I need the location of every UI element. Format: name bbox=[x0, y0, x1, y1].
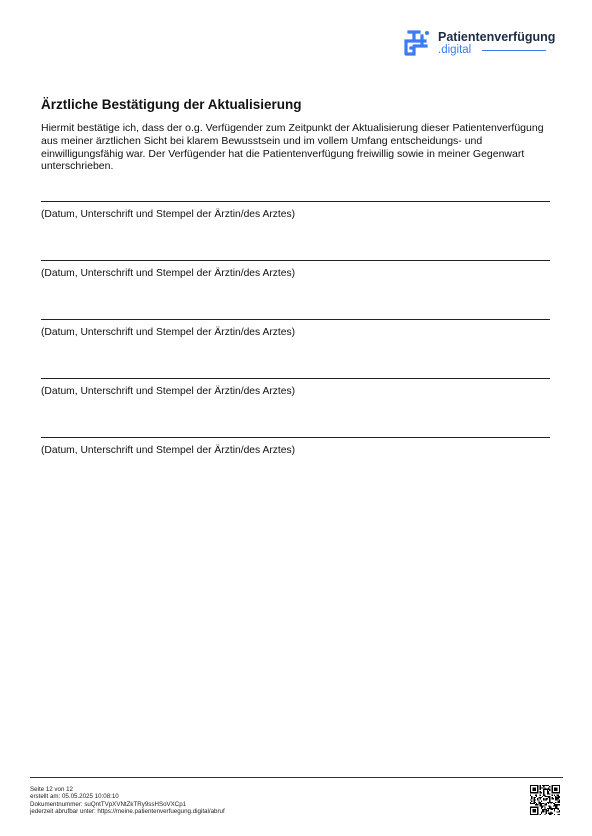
signature-line[interactable] bbox=[41, 319, 550, 320]
signature-line[interactable] bbox=[41, 201, 550, 202]
signature-caption: (Datum, Unterschrift und Stempel der Ärztin/des Arztes) bbox=[41, 268, 296, 279]
signature-line[interactable] bbox=[41, 260, 550, 261]
document-number: Dokumentnummer: suQntTVpXVNtZkTRy9ssHSoVXCp1 bbox=[30, 800, 187, 808]
logo-suffix: .digital bbox=[438, 44, 472, 56]
intro-paragraph: Hiermit bestätige ich, dass der o.g. Verfügender zum Zeitpunkt der Aktualisierung dieser Patientenverfügung aus meiner ärztlichen Sicht bei klarem Bewusstsein und im vollem Umfang entscheidungs- und einwilligungsfähig war. Der Verfügender hat die Patientenverfügung freiwillig sowie in meiner Gegenwart unterschrieben. bbox=[41, 122, 544, 173]
brand-logo bbox=[400, 26, 556, 62]
page-number: Seite 12 von 12 bbox=[30, 786, 74, 793]
signature-caption: (Datum, Unterschrift und Stempel der Ärztin/des Arztes) bbox=[41, 386, 296, 397]
footer-divider bbox=[30, 777, 563, 778]
retrieval-link[interactable]: jederzeit abrufbar unter: https://meine.patientenverfuegung.digital/abruf bbox=[30, 808, 225, 816]
created-date: erstellt am: 05.05.2025 10:08:10 bbox=[30, 793, 119, 801]
logo-underline bbox=[482, 50, 546, 51]
signature-line[interactable] bbox=[41, 378, 550, 379]
medical-cross-logo-icon bbox=[400, 28, 430, 58]
signature-caption: (Datum, Unterschrift und Stempel der Ärztin/des Arztes) bbox=[41, 445, 296, 456]
signature-caption: (Datum, Unterschrift und Stempel der Ärztin/des Arztes) bbox=[41, 327, 296, 338]
footer-info bbox=[30, 786, 225, 816]
qr-code-icon bbox=[530, 785, 560, 815]
signature-caption: (Datum, Unterschrift und Stempel der Ärztin/des Arztes) bbox=[41, 209, 296, 220]
signature-line[interactable] bbox=[41, 437, 550, 438]
logo-name: Patientenverfügung bbox=[438, 30, 556, 44]
section-title: Ärztliche Bestätigung der Aktualisierung bbox=[41, 97, 302, 112]
